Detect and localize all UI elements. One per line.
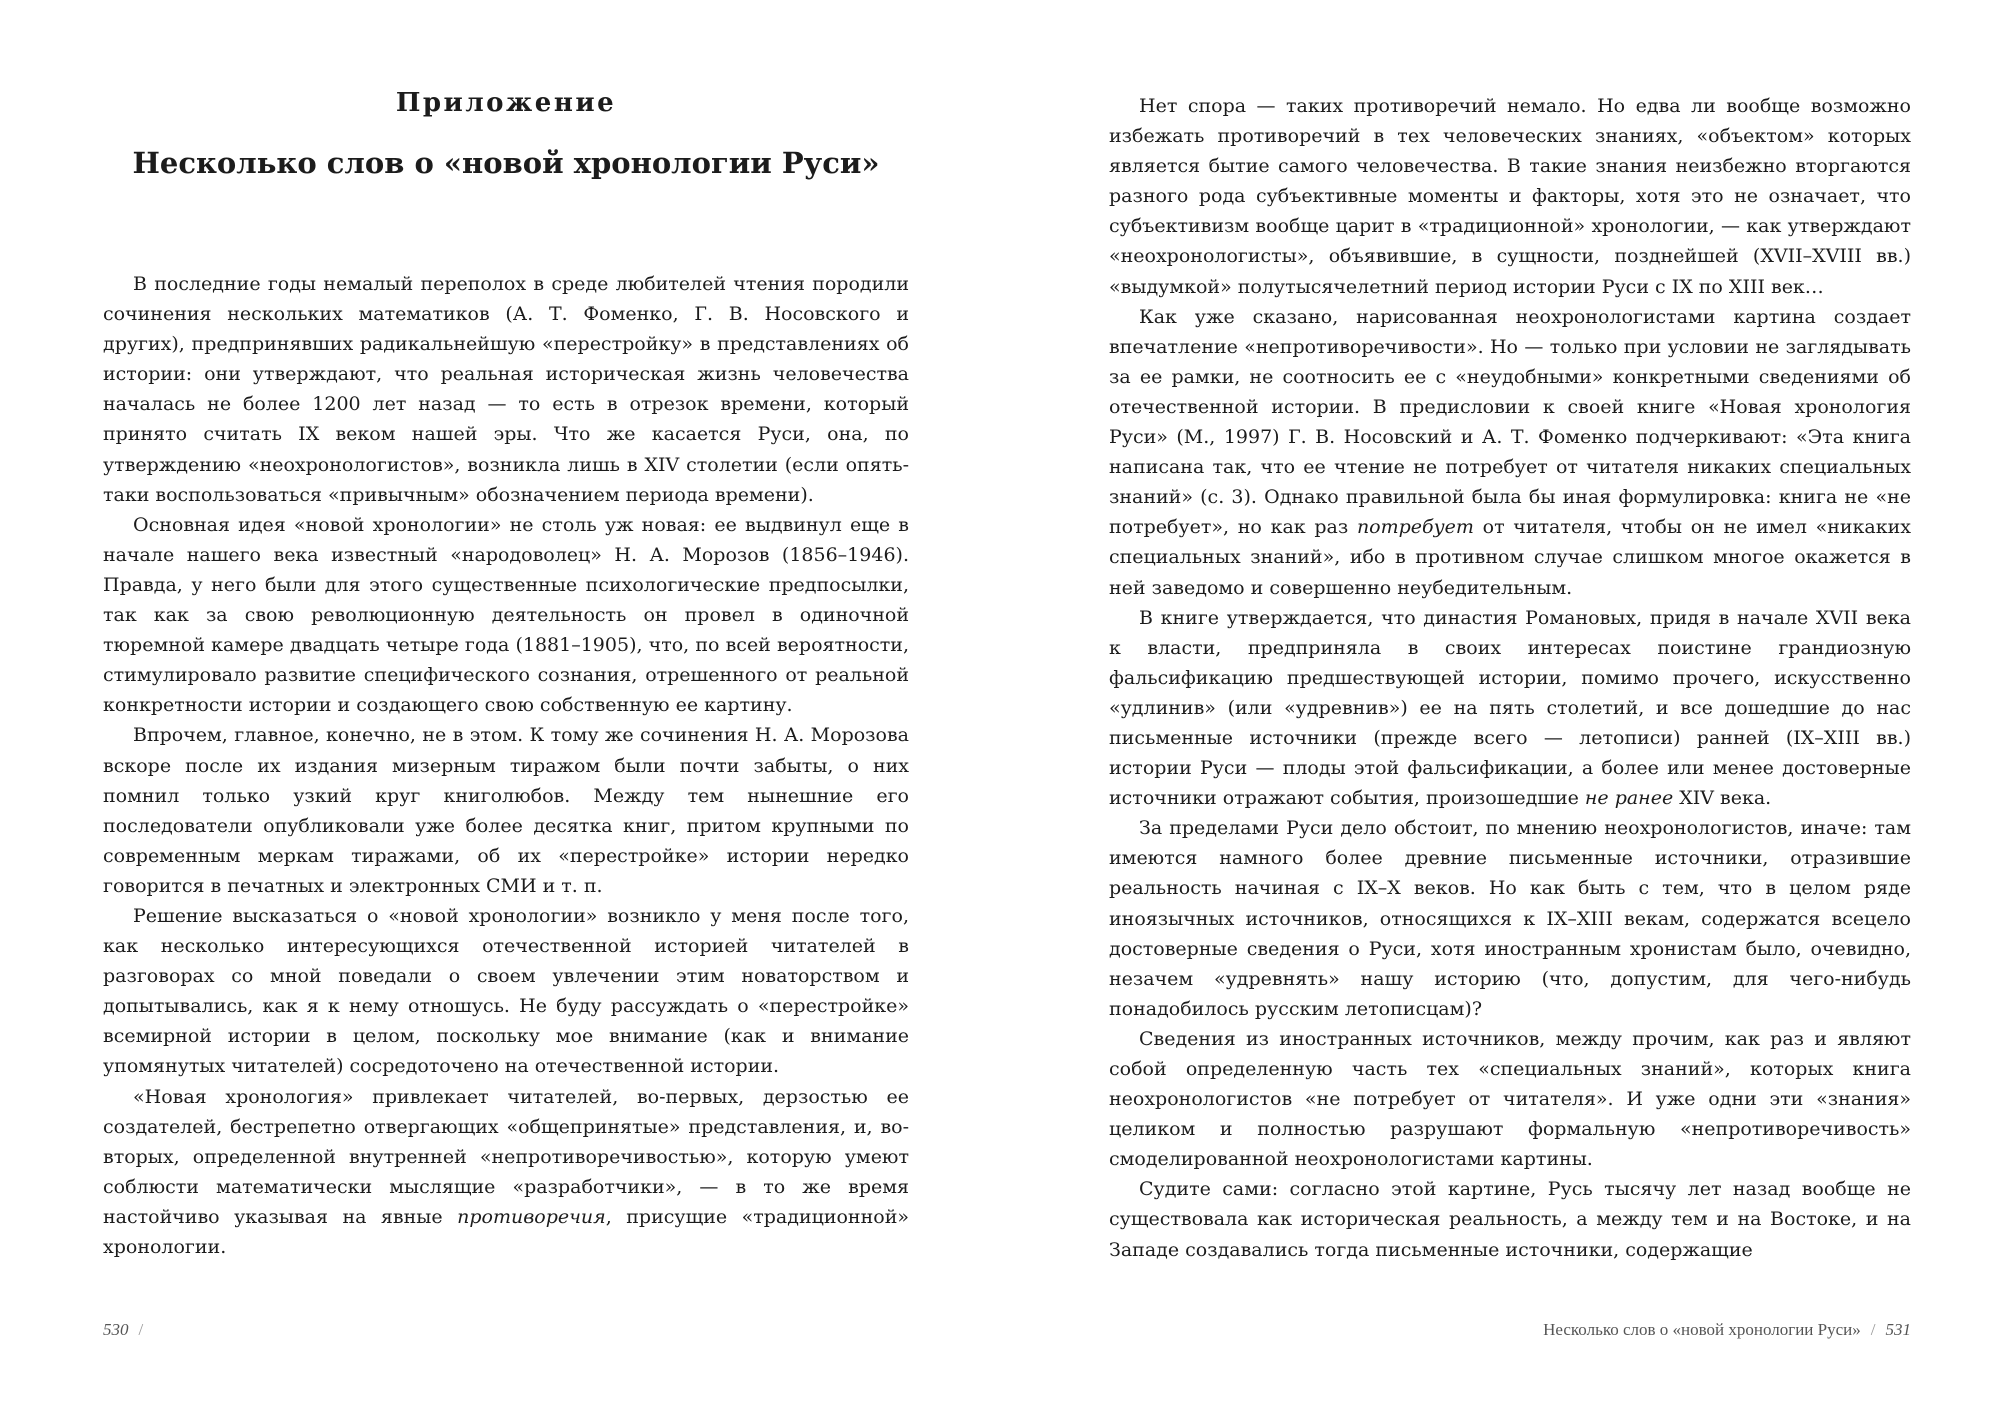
emphasis-text: противоречия <box>457 1205 606 1228</box>
paragraph-text: , присущие «традиционной» хронологии. <box>103 1205 909 1258</box>
chapter-title: Несколько слов о «новой хронологии Руси» <box>132 146 880 180</box>
folio-separator: / <box>138 1320 144 1339</box>
paragraph: Судите сами: согласно этой картине, Русь тысячу лет назад вообще не существовала как историческая реальность, а между тем и на Востоке, и на Западе создавались тогда письменные источники, содержащие <box>1109 1178 1911 1261</box>
paragraph-text: «Новая хронология» привлекает читателей, во-первых, дерзостью ее создателей, бестрепетно отвергающих «общепринятые» представления, и, во-вторых, определенной внутренней «непротиворечивостью», которую умеют соблюсти математически мыслящие «разработчики», — в то же время настойчиво указывая на явные <box>103 1085 909 1228</box>
page-footer-left <box>103 1320 153 1340</box>
left-page <box>103 0 909 1424</box>
paragraph <box>103 1082 909 1263</box>
page-number: 530 <box>103 1320 129 1339</box>
emphasis-text: потребует <box>1356 516 1474 539</box>
paragraph: За пределами Руси дело обстоит, по мнению неохронологистов, иначе: там имеются намного более древние письменные источники, отразившие реальность начиная с IX–X веков. Но как быть с тем, что в целом ряде иноязычных источников, относящихся к IX–XIII векам, содержатся всецело достоверные сведения о Руси, хотя иностранным хронистам было, очевидно, незачем «удревнять» нашу историю (что, допустим, для чего-нибудь понадобилось русским летописцам)? <box>1109 817 1911 1020</box>
paragraph: Основная идея «новой хронологии» не столь уж новая: ее выдвинул еще в начале нашего века известный «народоволец» Н. А. Морозов (1856–1946). Правда, у него были для этого существенные психологические предпосылки, так как за свою революционную деятельность он провел в одиночной тюремной камере двадцать четыре года (1881–1905), что, по всей вероятности, стимулировало развитие специфического сознания, отрешенного от реальной конкретности истории и создающего свою собственную ее картину. <box>103 513 909 717</box>
paragraph <box>1109 603 1911 814</box>
paragraph <box>1109 302 1911 603</box>
left-body-text <box>103 269 909 1262</box>
paragraph: Решение высказаться о «новой хронологии» возникло у меня после того, как несколько интересующихся отечественной историей читателей в разговорах со мной поведали о своем увлечении этим новаторством и допытывались, как я к нему отношусь. Не буду рассуждать о «перестройке» всемирной истории в целом, поскольку мое внимание (как и внимание упомянутых читателей) сосредоточено на отечественной истории. <box>103 904 909 1078</box>
appendix-heading: Приложение <box>395 88 617 118</box>
emphasis-text: не ранее <box>1584 787 1674 810</box>
page-footer-right <box>1543 1320 1911 1340</box>
right-body-text <box>1109 91 1911 1265</box>
paragraph-text: XIV века. <box>1673 787 1772 810</box>
running-title: Несколько слов о «новой хронологии Руси» <box>1543 1320 1861 1339</box>
paragraph-text: Как уже сказано, нарисованная неохронологистами картина создает впечатление «непротиворечивости». Но — только при условии не заглядывать за ее рамки, не соотносить ее с «неудобными» конкретными сведениями об отечественной истории. В предисловии к своей книге «Новая хронология Руси» (М., 1997) Г. В. Носовский и А. Т. Фоменко подчеркивают: «Эта книга написана так, что ее чтение не потребует от читателя никаких специальных знаний» (с. 3). Однако правильной была бы иная формулировка: книга не «не потребует», но как раз <box>1109 305 1911 539</box>
paragraph-text: от читателя, чтобы он не имел «никаких специальных знаний», ибо в противном случае слишком многое окажется в ней заведомо и совершенно неубедительным. <box>1109 516 1912 599</box>
paragraph: Нет спора — таких противоречий немало. Но едва ли вообще возможно избежать противоречий в тех человеческих знаниях, «объектом» которых является бытие самого человечества. В такие знания неизбежно вторгаются разного рода субъективные моменты и факторы, хотя это не означает, что субъективизм вообще царит в «традиционной» хронологии, — как утверждают «неохронологисты», объявившие, в сущности, позднейшей (XVII–XVIII вв.) «выдумкой» полутысячелетний период истории Руси с IX по XIII век… <box>1109 95 1911 298</box>
paragraph: Впрочем, главное, конечно, не в этом. К тому же сочинения Н. А. Морозова вскоре после их издания мизерным тиражом были почти забыты, о них помнил только узкий круг книголюбов. Между тем нынешние его последователи опубликовали уже более десятка книг, притом крупными по современным меркам тиражами, об их «перестройке» истории нередко говорится в печатных и электронных СМИ и т. п. <box>103 724 909 897</box>
paragraph: Сведения из иностранных источников, между прочим, как раз и являют собой определенную часть тех «специальных знаний», которых книга неохронологистов «не потребует от читателя». И уже одни эти «знания» целиком и полностью разрушают формальную «непротиворечивость» смоделированной неохронологистами картины. <box>1109 1027 1911 1171</box>
paragraph-text: В книге утверждается, что династия Романовых, придя в начале XVII века к власти, предприняла в своих интересах поистине грандиозную фальсификацию предшествующей истории, помимо прочего, искусственно «удлинив» (или «удревнив») ее на пять столетий, и все дошедшие до нас письменные источники (прежде всего — летописи) ранней (IX–XIII вв.) истории Руси — плоды этой фальсификации, а более или менее достоверные источники отражают события, произошедшие <box>1109 606 1911 810</box>
paragraph: В последние годы немалый переполох в среде любителей чтения породили сочинения нескольких математиков (А. Т. Фоменко, Г. В. Носовского и других), предпринявших радикальнейшую «перестройку» в представлениях об истории: они утверждают, что реальная историческая жизнь человечества началась не более 1200 лет назад — то есть в отрезок времени, который принято считать IX веком нашей эры. Что же касается Руси, она, по утверждению «неохронологистов», возникла лишь в XIV столетии (если опять-таки воспользоваться «привычным» обозначением периода времени). <box>103 273 909 506</box>
folio-separator: / <box>1870 1320 1876 1339</box>
right-page <box>1109 0 1911 1424</box>
page-number: 531 <box>1885 1320 1911 1339</box>
